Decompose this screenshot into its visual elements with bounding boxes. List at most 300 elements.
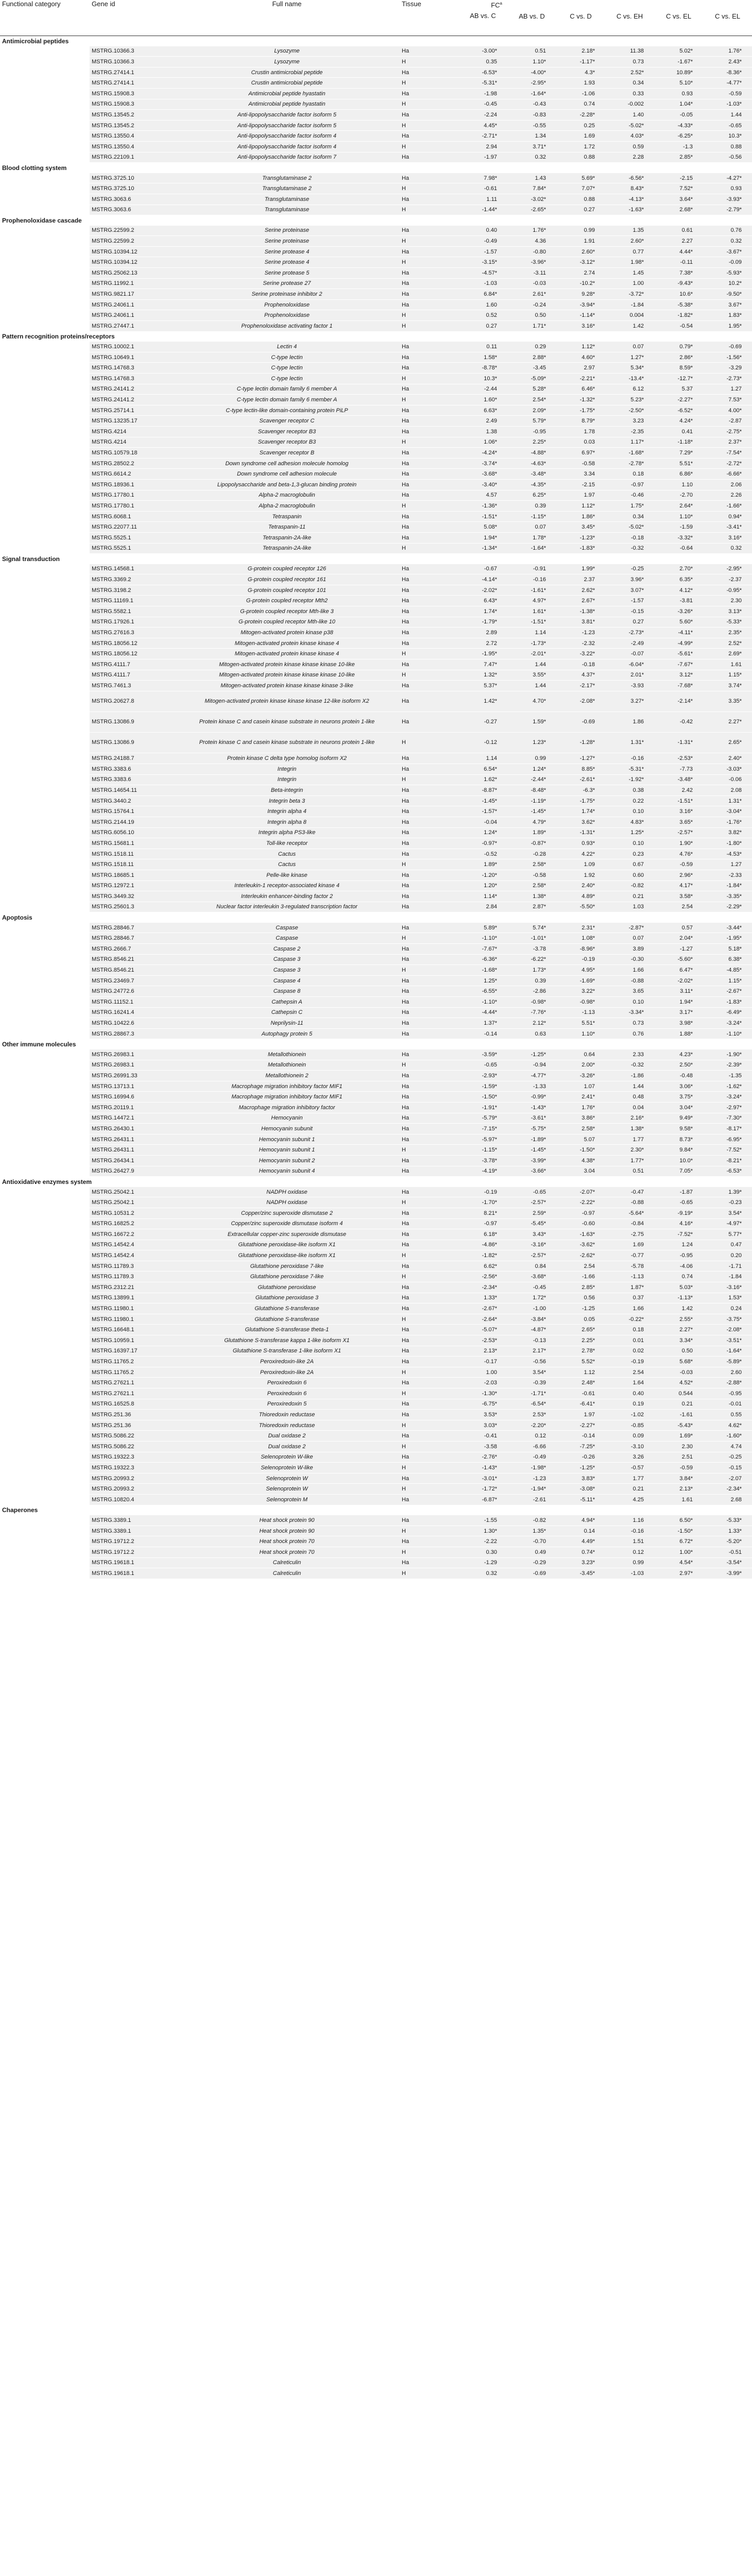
tissue: H [400, 1367, 458, 1378]
fc-c-vs-el: -9.43* [654, 278, 703, 289]
gene-id: MSTRG.3449.32 [90, 891, 174, 902]
fc-ab-vs-d: 0.50 [507, 310, 556, 321]
fc-c-vs-eh: -0.07 [605, 649, 654, 659]
tissue: H [400, 859, 458, 870]
fc-c-vs-el: 0.21 [654, 1399, 703, 1410]
full-name: Glutathione S-transferase [174, 1303, 400, 1314]
category-spacer [0, 99, 90, 110]
gene-id: MSTRG.14542.4 [90, 1240, 174, 1250]
gene-id: MSTRG.12972.1 [90, 880, 174, 891]
fc-c-vs-d: 0.27 [556, 205, 605, 215]
fc-c-vs-eh: -2.73* [605, 628, 654, 638]
fc-c-vs-d: 2.41* [556, 1092, 605, 1103]
category-spacer [0, 374, 90, 384]
fc-c-vs-el: 2.27 [654, 236, 703, 247]
fc-ab-vs-d: -1.45* [507, 806, 556, 817]
fc-c-vs-el-2: -1.84* [703, 880, 752, 891]
fc-c-vs-d: -0.97 [556, 1208, 605, 1218]
fc-c-vs-el-2: -1.71 [703, 1261, 752, 1272]
tissue: Ha [400, 1378, 458, 1388]
fc-c-vs-el-2: -7.30* [703, 1113, 752, 1124]
tissue: Ha [400, 363, 458, 374]
fc-c-vs-el-2: -0.51 [703, 1547, 752, 1557]
fc-c-vs-el-2: -0.09 [703, 257, 752, 268]
full-name: Protein kinase C delta type homolog isoform X2 [174, 753, 400, 764]
tissue: Ha [400, 458, 458, 469]
gene-row [0, 289, 752, 300]
fc-c-vs-el: 3.75* [654, 1092, 703, 1103]
fc-ab-vs-c: 1.25* [458, 975, 507, 986]
tissue: Ha [400, 1071, 458, 1081]
fc-ab-vs-c: -1.91* [458, 1102, 507, 1113]
fc-ab-vs-d: 2.12* [507, 1018, 556, 1029]
category-spacer [0, 1420, 90, 1431]
gene-id: MSTRG.14568.1 [90, 564, 174, 574]
gene-id: MSTRG.19322.3 [90, 1463, 174, 1473]
fc-c-vs-eh: -3.72* [605, 289, 654, 300]
fc-c-vs-el-2: 2.27* [703, 712, 752, 733]
full-name: G-protein coupled receptor 161 [174, 574, 400, 585]
fc-ab-vs-d: -3.96* [507, 257, 556, 268]
category-spacer [0, 141, 90, 152]
fc-ab-vs-c: -1.43* [458, 1463, 507, 1473]
header-full-name: Full name [174, 0, 400, 36]
gene-id: MSTRG.25042.1 [90, 1197, 174, 1208]
gene-row [0, 1346, 752, 1357]
category-spacer [0, 681, 90, 691]
fc-c-vs-eh: 1.66 [605, 965, 654, 976]
fc-c-vs-eh: -0.30 [605, 954, 654, 965]
fc-c-vs-el-2: -6.66* [703, 469, 752, 480]
full-name: Serine protease 4 [174, 246, 400, 257]
fc-ab-vs-d: -1.19* [507, 795, 556, 806]
full-name: Hemocyanin subunit 1 [174, 1134, 400, 1145]
tissue: Ha [400, 870, 458, 880]
gene-id: MSTRG.11789.3 [90, 1272, 174, 1282]
fc-c-vs-eh: 0.004 [605, 310, 654, 321]
fc-ab-vs-c: -0.17 [458, 1357, 507, 1367]
fc-c-vs-eh: 1.98* [605, 257, 654, 268]
gene-id: MSTRG.3063.6 [90, 194, 174, 205]
fc-ab-vs-d: 3.55* [507, 670, 556, 681]
header-c-vs-eh [605, 0, 654, 36]
fc-c-vs-el: -0.03 [654, 1367, 703, 1378]
gene-id: MSTRG.11169.1 [90, 596, 174, 606]
fc-ab-vs-d: -0.43 [507, 99, 556, 110]
fc-ab-vs-d: 2.88* [507, 352, 556, 363]
fc-c-vs-el: -2.14* [654, 691, 703, 711]
gene-row [0, 617, 752, 628]
tissue: Ha [400, 226, 458, 236]
fc-c-vs-d: 0.88 [556, 152, 605, 163]
tissue: H [400, 141, 458, 152]
fc-c-vs-el: -2.70 [654, 490, 703, 501]
fc-c-vs-el: -9.19* [654, 1208, 703, 1218]
fc-c-vs-eh: 1.64 [605, 1378, 654, 1388]
fc-c-vs-d: -1.23 [556, 628, 605, 638]
fc-c-vs-el: -5.38* [654, 299, 703, 310]
fc-ab-vs-c: -0.12 [458, 733, 507, 753]
fc-c-vs-d: 0.99 [556, 226, 605, 236]
full-name: Tetraspanin [174, 511, 400, 522]
fc-c-vs-d: 4.37* [556, 670, 605, 681]
category-spacer [0, 1007, 90, 1018]
fc-ab-vs-d: -6.54* [507, 1399, 556, 1410]
fc-ab-vs-c: -2.44 [458, 384, 507, 395]
category-spacer [0, 490, 90, 501]
fc-c-vs-el-2: 1.44 [703, 110, 752, 121]
category-spacer [0, 1282, 90, 1293]
fc-c-vs-el-2: -2.37 [703, 574, 752, 585]
gene-id: MSTRG.10394.12 [90, 246, 174, 257]
category-spacer [0, 1557, 90, 1568]
gene-row [0, 141, 752, 152]
fc-ab-vs-c: -0.97 [458, 1218, 507, 1229]
fc-c-vs-eh: 11.38 [605, 46, 654, 57]
category-spacer [0, 1388, 90, 1399]
tissue: Ha [400, 596, 458, 606]
fc-c-vs-eh: -0.88 [605, 975, 654, 986]
fc-ab-vs-d: -2.65* [507, 205, 556, 215]
fc-ab-vs-c: -1.44* [458, 205, 507, 215]
fc-c-vs-el: -2.53* [654, 753, 703, 764]
category-spacer [0, 712, 90, 733]
header-c-vs-d [556, 0, 605, 36]
full-name: Calreticulin [174, 1557, 400, 1568]
fc-c-vs-el: 5.68* [654, 1357, 703, 1367]
gene-row [0, 226, 752, 236]
fc-ab-vs-d: -2.61 [507, 1494, 556, 1505]
fc-ab-vs-c: 3.03* [458, 1420, 507, 1431]
fc-ab-vs-c: -5.07* [458, 1325, 507, 1335]
tissue: H [400, 774, 458, 785]
fc-ab-vs-d: 0.39 [507, 501, 556, 512]
gene-id: MSTRG.16241.4 [90, 1007, 174, 1018]
fc-c-vs-el: 3.98* [654, 1018, 703, 1029]
category-spacer [0, 785, 90, 796]
fc-ab-vs-d: -7.76* [507, 1007, 556, 1018]
tissue: Ha [400, 1134, 458, 1145]
gene-row [0, 543, 752, 554]
gene-row [0, 1102, 752, 1113]
fc-c-vs-d: 2.65* [556, 1325, 605, 1335]
fc-c-vs-eh: -0.57 [605, 1463, 654, 1473]
fc-c-vs-d: -1.38* [556, 606, 605, 617]
tissue: H [400, 1388, 458, 1399]
tissue: Ha [400, 1399, 458, 1410]
gene-row [0, 1303, 752, 1314]
fc-c-vs-el-2: 2.30 [703, 596, 752, 606]
fc-c-vs-el: 2.64* [654, 501, 703, 512]
category-spacer [0, 1367, 90, 1378]
fc-c-vs-el: 0.57 [654, 923, 703, 933]
fc-ab-vs-d: 1.72* [507, 1293, 556, 1303]
tissue: Ha [400, 1325, 458, 1335]
fc-ab-vs-c: 1.58* [458, 352, 507, 363]
fc-c-vs-el-2: -2.88* [703, 1378, 752, 1388]
gene-id: MSTRG.4111.7 [90, 670, 174, 681]
full-name: Prophenoloxidase activating factor 1 [174, 321, 400, 332]
gene-row [0, 659, 752, 670]
fc-ab-vs-c: 0.27 [458, 321, 507, 332]
gene-row [0, 1197, 752, 1208]
fc-ab-vs-c: -1.95* [458, 649, 507, 659]
tissue: Ha [400, 1218, 458, 1229]
fc-c-vs-eh: 0.09 [605, 1431, 654, 1442]
gene-id: MSTRG.26991.33 [90, 1071, 174, 1081]
fc-c-vs-el-2: -1.80* [703, 838, 752, 849]
gene-id: MSTRG.27616.3 [90, 628, 174, 638]
full-name: Thioredoxin reductase [174, 1410, 400, 1420]
gene-id: MSTRG.15681.1 [90, 838, 174, 849]
full-name: Heat shock protein 90 [174, 1515, 400, 1526]
category-spacer [0, 891, 90, 902]
fc-ab-vs-d: 0.32 [507, 152, 556, 163]
gene-id: MSTRG.3198.2 [90, 585, 174, 596]
fc-ab-vs-d: -1.73* [507, 638, 556, 649]
gene-row [0, 57, 752, 67]
tissue: Ha [400, 1346, 458, 1357]
gene-id: MSTRG.16825.2 [90, 1218, 174, 1229]
fc-c-vs-eh: -2.87* [605, 923, 654, 933]
category-label: Prophenoloxidase cascade [0, 215, 752, 226]
fc-c-vs-eh: 0.34 [605, 511, 654, 522]
fc-c-vs-el: -0.59 [654, 859, 703, 870]
fc-c-vs-el: -0.42 [654, 712, 703, 733]
fc-c-vs-el-2: -3.24* [703, 1018, 752, 1029]
fc-c-vs-el-2: 0.47 [703, 1240, 752, 1250]
category-spacer [0, 78, 90, 89]
fc-c-vs-el: -2.02* [654, 975, 703, 986]
tissue: H [400, 1420, 458, 1431]
full-name: Selenoprotein W-like [174, 1463, 400, 1473]
fc-c-vs-d: 4.3* [556, 67, 605, 78]
category-spacer [0, 226, 90, 236]
gene-id: MSTRG.10579.18 [90, 448, 174, 459]
category-spacer [0, 670, 90, 681]
fc-label [460, 1, 505, 9]
fc-c-vs-el-2: -0.95 [703, 1388, 752, 1399]
category-spacer [0, 1536, 90, 1547]
fc-ab-vs-c: -1.79* [458, 617, 507, 628]
fc-c-vs-el: -1.51* [654, 795, 703, 806]
category-spacer [0, 849, 90, 859]
fc-c-vs-d: 0.74* [556, 1547, 605, 1557]
gene-row [0, 363, 752, 374]
fc-ab-vs-c: -0.19 [458, 1187, 507, 1197]
header-c-vs-el-2 [703, 0, 752, 36]
fc-ab-vs-d: -1.64* [507, 543, 556, 554]
fc-c-vs-eh: 1.16 [605, 1515, 654, 1526]
category-spacer [0, 1113, 90, 1124]
gene-row [0, 933, 752, 944]
fc-ab-vs-c: 1.20* [458, 880, 507, 891]
fc-c-vs-d: -1.06 [556, 88, 605, 99]
category-spacer [0, 426, 90, 437]
full-name: Glutathione peroxidase-like isoform X1 [174, 1250, 400, 1261]
fc-c-vs-el-2: -2.72* [703, 458, 752, 469]
fc-c-vs-eh: 0.22 [605, 795, 654, 806]
fc-ab-vs-d: -8.48* [507, 785, 556, 796]
fc-c-vs-el: -3.81 [654, 596, 703, 606]
gene-id: MSTRG.22109.1 [90, 152, 174, 163]
fc-c-vs-el: 10.89* [654, 67, 703, 78]
fc-c-vs-el: -5.43* [654, 1420, 703, 1431]
gene-id: MSTRG.24772.6 [90, 986, 174, 997]
full-name: C-type lectin [174, 363, 400, 374]
category-spacer [0, 310, 90, 321]
fc-c-vs-d: 0.74 [556, 99, 605, 110]
fc-c-vs-d: 0.93* [556, 838, 605, 849]
fc-ab-vs-d: -0.80 [507, 246, 556, 257]
tissue: Ha [400, 1187, 458, 1197]
category-row [0, 554, 752, 564]
full-name: Mitogen-activated protein kinase kinase kinase 10-like [174, 670, 400, 681]
fc-c-vs-el: 3.58* [654, 891, 703, 902]
fc-c-vs-el: -0.65 [654, 1197, 703, 1208]
fc-c-vs-el-2: 2.52* [703, 638, 752, 649]
fc-ab-vs-d: -0.24 [507, 299, 556, 310]
tissue: Ha [400, 1155, 458, 1166]
tissue: Ha [400, 1166, 458, 1177]
fc-ab-vs-c: -1.15* [458, 1145, 507, 1156]
fc-c-vs-eh: -0.77 [605, 1250, 654, 1261]
fc-c-vs-eh: 0.10 [605, 838, 654, 849]
fc-c-vs-d: -1.69* [556, 975, 605, 986]
fc-ab-vs-c: -6.87* [458, 1494, 507, 1505]
fc-ab-vs-c: 3.53* [458, 1410, 507, 1420]
fc-c-vs-eh: 2.33 [605, 1049, 654, 1060]
gene-row [0, 753, 752, 764]
tissue: Ha [400, 416, 458, 427]
category-spacer [0, 923, 90, 933]
fc-ab-vs-d: -1.94* [507, 1484, 556, 1495]
full-name: Transglutaminase 2 [174, 173, 400, 183]
fc-c-vs-d: 3.86* [556, 1113, 605, 1124]
fc-c-vs-eh: -2.78* [605, 458, 654, 469]
fc-ab-vs-c: -5.97* [458, 1134, 507, 1145]
fc-c-vs-eh: -1.68* [605, 448, 654, 459]
gene-id: MSTRG.11789.3 [90, 1261, 174, 1272]
gene-id: MSTRG.5086.22 [90, 1431, 174, 1442]
fc-ab-vs-d: 2.25* [507, 437, 556, 448]
full-name: Down syndrome cell adhesion molecule [174, 469, 400, 480]
tissue: Ha [400, 902, 458, 912]
full-name: Metallothionein 2 [174, 1071, 400, 1081]
category-spacer [0, 1346, 90, 1357]
fc-c-vs-eh: 0.59 [605, 141, 654, 152]
fc-ab-vs-d: -0.83 [507, 110, 556, 121]
category-spacer [0, 437, 90, 448]
category-spacer [0, 268, 90, 279]
fc-ab-vs-c: 0.35 [458, 57, 507, 67]
fc-c-vs-d: -2.21* [556, 374, 605, 384]
gene-id: MSTRG.10820.4 [90, 1494, 174, 1505]
gene-id: MSTRG.28846.7 [90, 933, 174, 944]
fc-c-vs-el-2: 1.15* [703, 975, 752, 986]
full-name: Protein kinase C and casein kinase substrate in neurons protein 1-like [174, 712, 400, 733]
fc-c-vs-eh: -0.16 [605, 1526, 654, 1536]
fc-c-vs-d: 4.89* [556, 891, 605, 902]
full-name: Anti-lipopolysaccharide factor isoform 5 [174, 120, 400, 131]
category-spacer [0, 1145, 90, 1156]
gene-id: MSTRG.1518.11 [90, 859, 174, 870]
full-name: Lectin 4 [174, 342, 400, 352]
tissue: Ha [400, 659, 458, 670]
fc-ab-vs-d: -0.16 [507, 574, 556, 585]
fc-c-vs-el: -0.59 [654, 1463, 703, 1473]
fc-ab-vs-c: 0.40 [458, 226, 507, 236]
category-spacer [0, 1261, 90, 1272]
category-spacer [0, 194, 90, 205]
fc-ab-vs-c: -0.49 [458, 236, 507, 247]
fc-ab-vs-c: -0.97* [458, 838, 507, 849]
fc-c-vs-el: 1.42 [654, 1303, 703, 1314]
gene-row [0, 1134, 752, 1145]
full-name: Interleukin enhancer-binding factor 2 [174, 891, 400, 902]
fc-ab-vs-c: -1.57* [458, 806, 507, 817]
fc-c-vs-d: -2.07* [556, 1187, 605, 1197]
fc-ab-vs-c: 6.54* [458, 764, 507, 774]
gene-id: MSTRG.9821.17 [90, 289, 174, 300]
fc-ab-vs-d: -6.66 [507, 1441, 556, 1452]
fc-ab-vs-c: 4.45* [458, 120, 507, 131]
gene-id: MSTRG.14768.3 [90, 374, 174, 384]
category-spacer [0, 1187, 90, 1197]
gene-row [0, 965, 752, 976]
fc-c-vs-el-2: -1.84 [703, 1272, 752, 1282]
category-row [0, 163, 752, 173]
fc-c-vs-d: -0.58 [556, 458, 605, 469]
fc-ab-vs-c: 1.14 [458, 753, 507, 764]
fc-c-vs-eh: -1.92* [605, 774, 654, 785]
fc-c-vs-el-2: 1.83* [703, 310, 752, 321]
fc-ab-vs-d: 3.54* [507, 1367, 556, 1378]
gene-id: MSTRG.5525.1 [90, 543, 174, 554]
fc-c-vs-el-2: 3.74* [703, 681, 752, 691]
gene-row [0, 183, 752, 194]
fc-c-vs-el: 0.93 [654, 88, 703, 99]
fc-ab-vs-c: -1.45* [458, 795, 507, 806]
fc-c-vs-eh: -3.10 [605, 1441, 654, 1452]
fc-ab-vs-c: 1.06* [458, 437, 507, 448]
category-spacer [0, 1060, 90, 1071]
fc-c-vs-d: -10.2* [556, 278, 605, 289]
category-spacer [0, 1071, 90, 1081]
fc-ab-vs-c: 1.14* [458, 891, 507, 902]
fc-c-vs-el-2: 1.76* [703, 46, 752, 57]
fc-ab-vs-d: -0.82 [507, 1515, 556, 1526]
fc-c-vs-el: 6.35* [654, 574, 703, 585]
full-name: Copper/zinc superoxide dismutase 2 [174, 1208, 400, 1218]
gene-id: MSTRG.19618.1 [90, 1568, 174, 1579]
fc-ab-vs-d: 2.61* [507, 289, 556, 300]
category-spacer [0, 1357, 90, 1367]
header-ab-vs-c-label: AB vs. C [470, 12, 496, 20]
category-spacer [0, 1197, 90, 1208]
fc-c-vs-d: 2.31* [556, 923, 605, 933]
fc-ab-vs-c: 1.38 [458, 426, 507, 437]
fc-ab-vs-d: 1.73* [507, 965, 556, 976]
gene-id: MSTRG.26431.1 [90, 1134, 174, 1145]
fc-ab-vs-d: -1.15* [507, 511, 556, 522]
fc-ab-vs-c: -7.67* [458, 944, 507, 955]
gene-id: MSTRG.251.36 [90, 1420, 174, 1431]
category-spacer [0, 1218, 90, 1229]
table-body [0, 36, 752, 1579]
gene-id: MSTRG.4214 [90, 426, 174, 437]
category-spacer [0, 827, 90, 838]
